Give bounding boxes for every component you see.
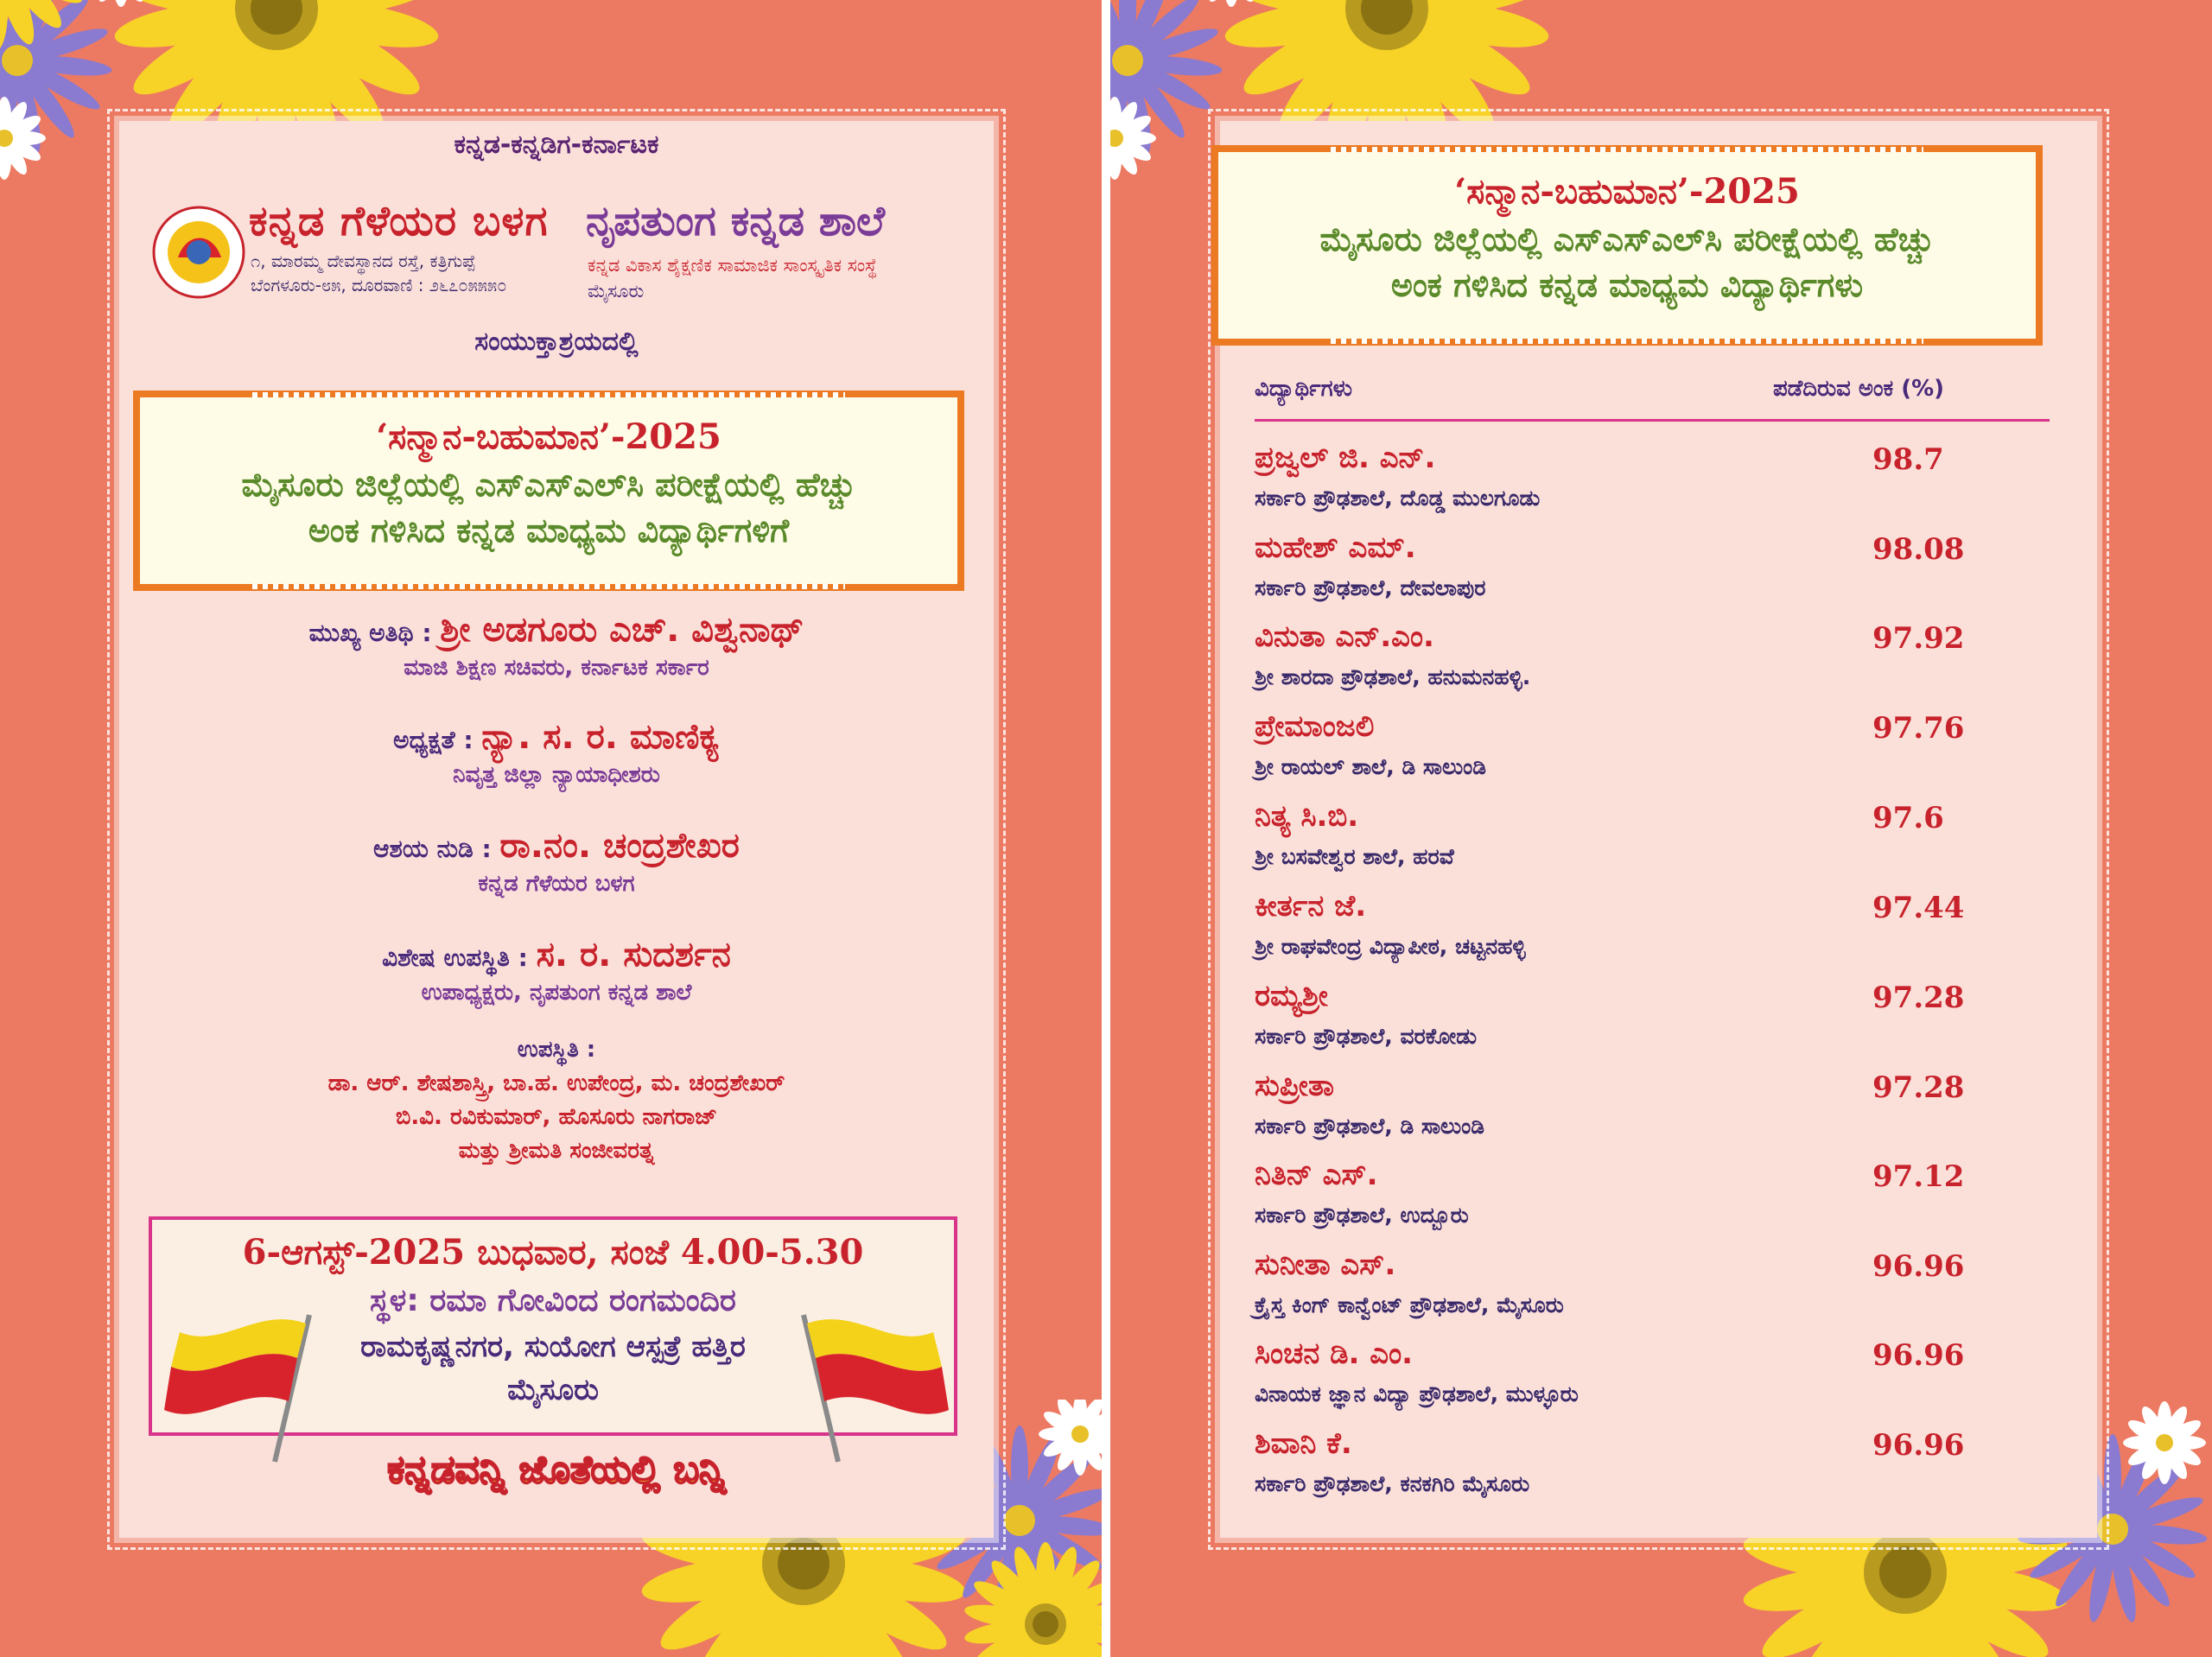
- results-subtitle-line2: ಅಂಕ ಗಳಿಸಿದ ಕನ್ನಡ ಮಾಧ್ಯಮ ವಿದ್ಯಾರ್ಥಿಗಳು: [1390, 266, 1864, 304]
- student-marks: 97.28: [1872, 981, 1965, 1015]
- presided-by: [119, 717, 994, 789]
- guest-desc: ನಿವೃತ್ತ ಜಿಲ್ಲಾ ನ್ಯಾಯಾಧೀಶರು: [453, 762, 660, 788]
- event-date-time: 6-ಆಗಸ್ಟ್-2025 ಬುಧವಾರ, ಸಂಜೆ 4.00-5.30: [242, 1232, 864, 1273]
- student-marks: 97.76: [1872, 711, 1965, 746]
- student-name: ಪ್ರಜ್ವಲ್ ಜಿ. ಎನ್.: [1255, 441, 1436, 475]
- results-subtitle-line1: ಮೈಸೂರು ಜಿಲ್ಲೆಯಲ್ಲಿ ಎಸ್‌ಎಸ್‌ಎಲ್‌ಸಿ ಪರೀಕ್ಷೆಯಲ್ಲಿ ಹೆಚ್ಚು: [1319, 220, 1935, 258]
- student-row: [1255, 530, 2032, 620]
- org1-address-line2: ಬೆಂಗಳೂರು-೮೫, ದೂರವಾಣಿ : ೨೬೭೦೫೫೫೦: [251, 275, 507, 295]
- student-row: [1255, 1248, 2032, 1337]
- student-school: ಸರ್ಕಾರಿ ಪ್ರೌಢಶಾಲೆ, ಉದ್ಬೂರು: [1255, 1203, 1469, 1228]
- student-row: [1255, 441, 2032, 530]
- invitation-panel: [119, 121, 994, 1538]
- venue-place: ಸ್ಥಳ: ರಮಾ ಗೋವಿಂದ ರಂಗಮಂದಿರ: [370, 1283, 736, 1318]
- event-title-box: [133, 390, 964, 591]
- student-school: ಶ್ರೀ ರಾಘವೇಂದ್ರ ವಿದ್ಯಾಪೀಠ, ಚಟ್ಟನಹಳ್ಳಿ: [1255, 934, 1526, 959]
- results-page: [1110, 0, 2212, 1657]
- org1-name: ಕನ್ನಡ ಗೆಳೆಯರ ಬಳಗ: [249, 197, 549, 245]
- student-school: ಸರ್ಕಾರಿ ಪ್ರೌಢಶಾಲೆ, ಡಿ ಸಾಲುಂಡಿ: [1255, 1114, 1485, 1139]
- guest-name: ಶ್ರೀ ಅಡಗೂರು ಎಚ್. ವಿಶ್ವನಾಥ್: [440, 610, 804, 650]
- org2-name: ನೃಪತುಂಗ ಕನ್ನಡ ಶಾಲೆ: [586, 197, 886, 245]
- student-school: ಶ್ರೀ ರಾಯಲ್ ಶಾಲೆ, ಡಿ ಸಾಲುಂಡಿ: [1255, 754, 1486, 779]
- title-box-top-dots: [1331, 147, 1923, 152]
- slogan: ಕನ್ನಡವನ್ನಿ ಜೊತೆಯಲ್ಲಿ ಬನ್ನಿ: [387, 1448, 726, 1492]
- org1-address-line1: ೧, ಮಾರಮ್ಮ ದೇವಸ್ಥಾನದ ರಸ್ತೆ, ಕತ್ರಿಗುಪ್ಪೆ: [251, 251, 476, 271]
- student-marks: 97.12: [1872, 1159, 1965, 1194]
- student-school: ಸರ್ಕಾರಿ ಪ್ರೌಢಶಾಲೆ, ಕನಕಗಿರಿ ಮೈಸೂರು: [1255, 1471, 1530, 1496]
- students-column-header: ವಿದ್ಯಾರ್ಥಿಗಳು: [1255, 376, 1353, 402]
- student-school: ಶ್ರೀ ಬಸವೇಶ್ವರ ಶಾಲೆ, ಹರವೆ: [1255, 844, 1454, 869]
- marks-column-header: ಪಡೆದಿರುವ ಅಂಕ (%): [1773, 376, 1945, 402]
- title-box-top-dots: [252, 392, 845, 397]
- student-row: [1255, 889, 2032, 979]
- presence-line2: ಬಿ.ವಿ. ರವಿಕುಮಾರ್, ಹೊಸೂರು ನಾಗರಾಜ್: [395, 1104, 718, 1130]
- guest-role: ವಿಶೇಷ ಉಪಸ್ಥಿತಿ :: [382, 943, 537, 972]
- student-name: ವಿನುತಾ ಎನ್.ಎಂ.: [1255, 619, 1434, 654]
- guest-role: ಅಧ್ಯಕ್ಷತೆ :: [393, 726, 482, 754]
- student-school: ಶ್ರೀ ಶಾರದಾ ಪ್ರೌಢಶಾಲೆ, ಹನುಮನಹಳ್ಳಿ.: [1255, 664, 1531, 689]
- guest-role: ಮುಖ್ಯ ಅತಿಥಿ :: [308, 619, 441, 647]
- student-row: [1255, 979, 2032, 1069]
- title-box-bottom-dots: [252, 584, 845, 589]
- venue-city: ಮೈಸೂರು: [507, 1373, 599, 1407]
- presence-line1: ಡಾ. ಆರ್. ಶೇಷಶಾಸ್ತ್ರಿ, ಬಾ.ಹ. ಉಪೇಂದ್ರ, ಮ. ಚಂದ್ರಶೇಖರ್: [327, 1070, 785, 1096]
- results-title: ‘ಸನ್ಮಾನ-ಬಹುಮಾನ’-2025: [1454, 171, 1800, 212]
- special-presence: [119, 935, 994, 1006]
- student-name: ನಿತ್ಯ ಸಿ.ಬಿ.: [1255, 799, 1359, 834]
- jointly-label: ಸಂಯುಕ್ತಾಶ್ರಯದಲ್ಲಿ: [474, 327, 639, 357]
- student-school: ಸರ್ಕಾರಿ ಪ್ರೌಢಶಾಲೆ, ವರಕೋಡು: [1255, 1024, 1478, 1049]
- student-name: ಪ್ರೇಮಾಂಜಲಿ: [1255, 709, 1375, 744]
- student-marks: 97.44: [1872, 891, 1965, 925]
- student-marks: 97.92: [1872, 621, 1965, 656]
- org2-city: ಮೈಸೂರು: [588, 281, 645, 302]
- guest-role: ಆಶಯ ನುಡಿ :: [373, 835, 500, 863]
- event-title: ‘ಸನ್ಮಾನ-ಬಹುಮಾನ’-2025: [376, 416, 721, 457]
- student-marks: 98.08: [1872, 532, 1965, 567]
- student-row: [1255, 1336, 2032, 1426]
- guest-desc: ಮಾಜಿ ಶಿಕ್ಷಣ ಸಚಿವರು, ಕರ್ನಾಟಕ ಸರ್ಕಾರ: [404, 655, 709, 681]
- org1-address: [251, 249, 506, 297]
- presence-label: ಉಪಸ್ಥಿತಿ :: [517, 1037, 596, 1063]
- tagline: ಕನ್ನಡ-ಕನ್ನಡಿಗ-ಕರ್ನಾಟಕ: [454, 130, 659, 160]
- org2-subtitle: ಕನ್ನಡ ವಿಕಾಸ ಶೈಕ್ಷಣಿಕ ಸಾಮಾಜಿಕ ಸಾಂಸ್ಕೃತಿಕ ಸಂಸ್ಥೆ: [588, 255, 878, 276]
- results-title-box: [1211, 145, 2043, 346]
- student-row: [1255, 1426, 2032, 1516]
- student-name: ಸಿಂಚನ ಡಿ. ಎಂ.: [1255, 1336, 1414, 1371]
- student-name: ನಿತಿನ್ ಎಸ್.: [1255, 1158, 1378, 1192]
- student-name: ಶಿವಾನಿ ಕೆ.: [1255, 1426, 1352, 1461]
- guest-desc: ಕನ್ನಡ ಗೆಳೆಯರ ಬಳಗ: [478, 871, 635, 897]
- student-school: ಸರ್ಕಾರಿ ಪ್ರೌಢಶಾಲೆ, ದೇವಲಾಪುರ: [1255, 575, 1486, 600]
- guest-name: ರಾ.ನಂ. ಚಂದ್ರಶೇಖರ: [499, 826, 740, 866]
- student-row: [1255, 1158, 2032, 1248]
- org2-subtitle-block: [588, 252, 877, 304]
- guest-desc: ಉಪಾಧ್ಯಕ್ಷರು, ನೃಪತುಂಗ ಕನ್ನಡ ಶಾಲೆ: [421, 980, 692, 1006]
- guest-name: ನ್ಯಾ. ಸ. ರ. ಮಾಣಿಕ್ಯ: [481, 717, 720, 757]
- keynote-speaker: [119, 826, 994, 898]
- student-name: ಸುಪ್ರೀತಾ: [1255, 1069, 1334, 1103]
- invitation-front-page: [0, 0, 1102, 1657]
- presence-line3: ಮತ್ತು ಶ್ರೀಮತಿ ಸಂಜೀವರತ್ನ: [458, 1138, 655, 1164]
- chief-guest: [119, 610, 994, 682]
- student-name: ರಮ್ಯಶ್ರೀ: [1255, 979, 1328, 1013]
- student-school: ಸರ್ಕಾರಿ ಪ್ರೌಢಶಾಲೆ, ದೊಡ್ಡ ಮುಲಗೂಡು: [1255, 486, 1541, 511]
- guest-name: ಸ. ರ. ಸುದರ್ಶನ: [536, 935, 731, 975]
- student-row: [1255, 619, 2032, 709]
- student-marks: 96.96: [1872, 1428, 1965, 1463]
- student-marks: 97.6: [1872, 801, 1944, 835]
- title-box-bottom-dots: [1331, 339, 1923, 344]
- student-marks: 96.96: [1872, 1338, 1965, 1373]
- header-divider: [1255, 419, 2050, 422]
- student-school: ವಿನಾಯಕ ಜ್ಞಾನ ವಿದ್ಯಾ ಪ್ರೌಢಶಾಲೆ, ಮುಳ್ಳೂರು: [1255, 1381, 1579, 1406]
- student-row: [1255, 799, 2032, 889]
- presence-block: [119, 1037, 994, 1165]
- org-logo-icon: [152, 206, 245, 299]
- student-name: ಮಹೇಶ್ ಎಮ್.: [1255, 530, 1416, 565]
- student-name: ಸುನೀತಾ ಎಸ್.: [1255, 1248, 1396, 1282]
- student-marks: 97.28: [1872, 1070, 1965, 1105]
- event-subtitle-line2: ಅಂಕ ಗಳಿಸಿದ ಕನ್ನಡ ಮಾಧ್ಯಮ ವಿದ್ಯಾರ್ಥಿಗಳಿಗೆ: [308, 511, 790, 549]
- event-subtitle-line1: ಮೈಸೂರು ಜಿಲ್ಲೆಯಲ್ಲಿ ಎಸ್‌ಎಸ್‌ಎಲ್‌ಸಿ ಪರೀಕ್ಷೆಯಲ್ಲಿ ಹೆಚ್ಚು: [241, 466, 856, 504]
- student-marks: 98.7: [1872, 442, 1944, 477]
- student-name: ಕೀರ್ತನ ಜೆ.: [1255, 889, 1367, 924]
- student-row: [1255, 709, 2032, 799]
- student-school: ಕ್ರೈಸ್ತ ಕಿಂಗ್ ಕಾನ್ವೆಂಟ್ ಪ್ರೌಢಶಾಲೆ, ಮೈಸೂರು: [1255, 1292, 1564, 1317]
- student-marks: 96.96: [1872, 1249, 1965, 1284]
- results-panel: [1220, 121, 2097, 1538]
- student-row: [1255, 1069, 2032, 1159]
- venue-area: ರಾಮಕೃಷ್ಣನಗರ, ಸುಯೋಗ ಆಸ್ಪತ್ರೆ ಹತ್ತಿರ: [360, 1330, 746, 1364]
